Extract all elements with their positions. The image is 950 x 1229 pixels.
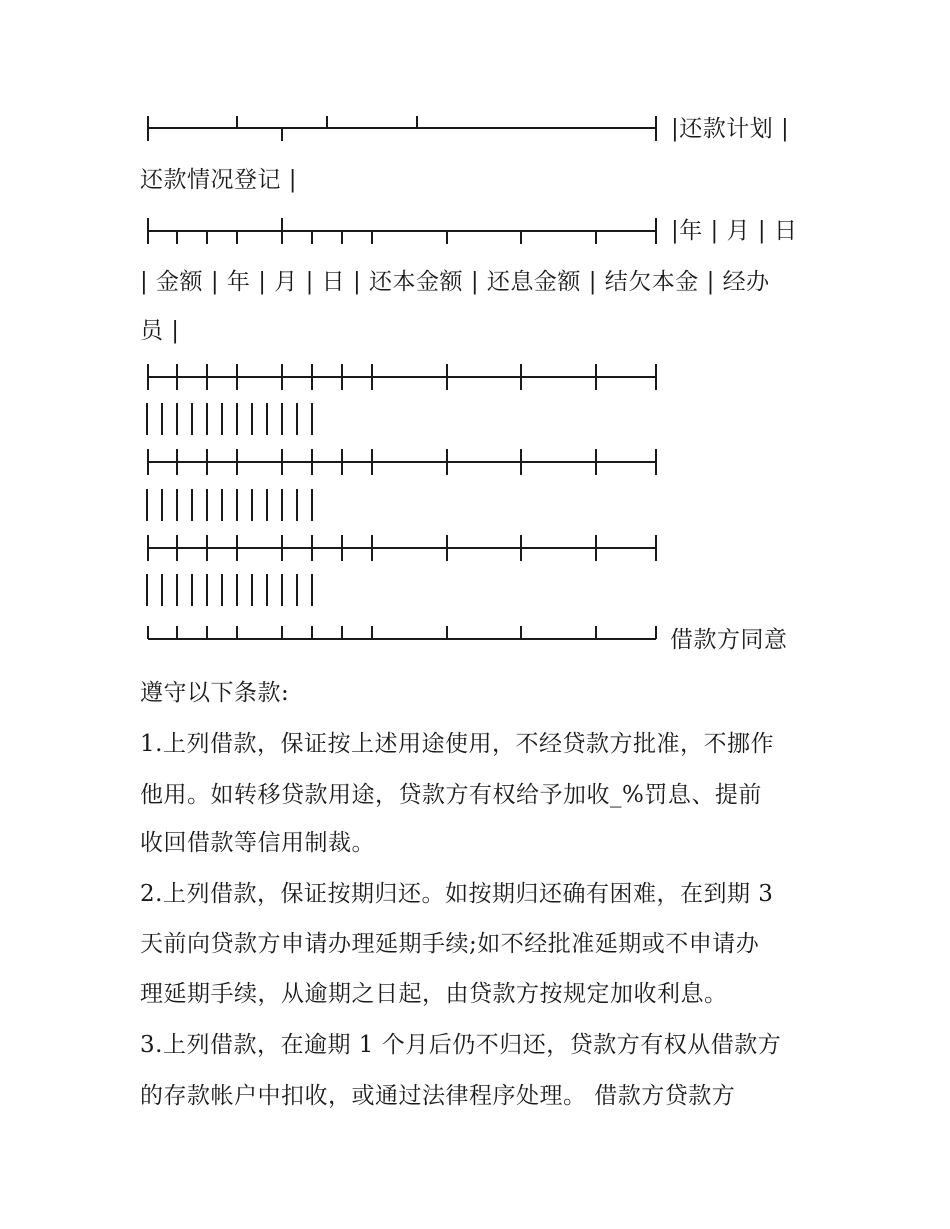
repayment-record-label: 还款情况登记 | [140,167,298,193]
table-columns-tail: 员 | [140,318,180,344]
terms-line: 1.上列借款，保证按上述用途使用，不经贷款方批准，不挪作 [140,731,774,757]
terms-line: 收回借款等信用制裁。 [140,830,375,856]
table-bottom-border [148,626,656,639]
date-columns-label: |年 | 月 | 日 [671,218,798,244]
terms-line: 3.上列借款，在逾期 1 个月后仍不归还，贷款方有权从借款方 [140,1032,782,1058]
table-top-border [148,116,656,141]
empty-cell-row-3 [146,574,316,606]
empty-cell-row-1 [146,403,316,435]
empty-cell-row-2 [146,489,316,521]
table-row-separator-3 [148,535,656,561]
table-columns-label: | 金额 | 年 | 月 | 日 | 还本金额 | 还息金额 | 结欠本金 | 经办 [140,269,770,295]
terms-line: 他用。如转移贷款用途，贷款方有权给予加收_%罚息、提前 [140,782,762,808]
table-header-separator [148,218,656,244]
terms-intro: 遵守以下条款: [140,680,290,706]
repayment-plan-label: |还款计划 | [671,116,790,142]
terms-line: 的存款帐户中扣收，或通过法律程序处理。 借款方贷款方 [140,1083,736,1109]
borrower-agrees-label: 借款方同意 [670,627,788,653]
terms-line: 天前向贷款方申请办理延期手续;如不经批准延期或不申请办 [140,931,760,957]
terms-line: 理延期手续，从逾期之日起，由贷款方按规定加收利息。 [140,981,728,1007]
table-row-separator-1 [148,364,656,390]
terms-line: 2.上列借款，保证按期归还。如按期归还确有困难，在到期 3 [140,881,774,907]
table-row-separator-2 [148,449,656,475]
